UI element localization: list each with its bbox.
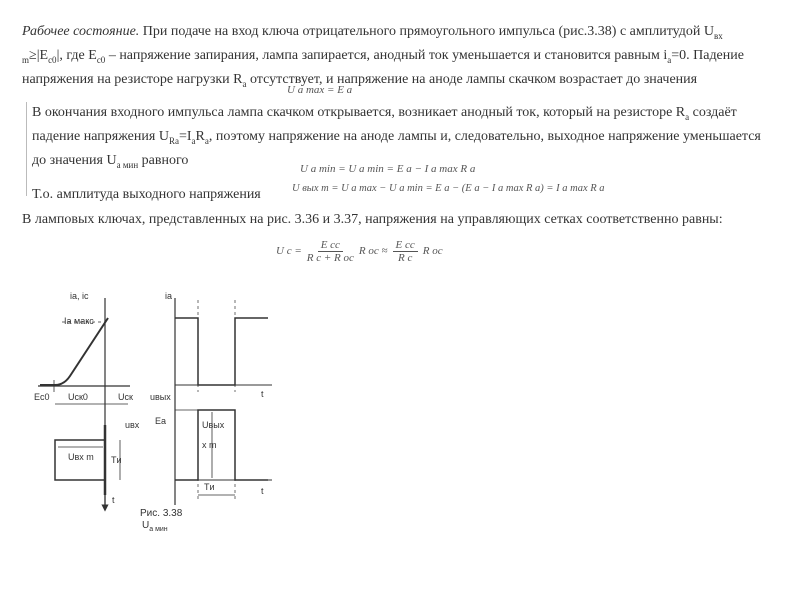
fraction-1: E cc R c + R ос <box>306 238 354 264</box>
label-ia-max: Iа макс <box>64 316 94 326</box>
label-tau-i-right: Tи <box>204 482 215 492</box>
paragraph-amplitude: Т.о. амплитуда выходного напряжения <box>32 187 261 202</box>
label-uvyx: uвых <box>150 392 171 402</box>
paragraph-pulse-end: В окончания входного импульса лампа скачком открывается, возникает анодный ток, который на резисторе $R_a$ создаёт падение напряжения $U_{Ra}=I_aR_a$, поэтому напряжение на аноде лампы и, следовательно, выходное напряжение уменьшается до значения $U_{a мин}$ равного <box>32 105 761 170</box>
label-uvx: uвх <box>125 420 140 430</box>
label-uvyx-m: Uвых <box>202 420 225 430</box>
figure-caption-2: $U_{а мин}$ <box>142 520 168 533</box>
figure-caption: Рис. 3.38 <box>140 508 183 519</box>
label-ea: Eа <box>155 416 167 426</box>
paragraph-grid-voltages: В ламповых ключах, представленных на рис. 3.36 и 3.37, напряжения на управляющих сетках соответственно равны: <box>22 212 723 227</box>
label-t-right-bottom: t <box>261 486 264 496</box>
label-ec0: Ec0 <box>34 392 50 402</box>
label-t-right-top: t <box>261 389 264 399</box>
formula-ua-max: U a max = E a <box>287 84 353 96</box>
transfer-curve <box>40 318 108 385</box>
formula-uc: U c = E cc R c + R ос R ос ≈ $\frac{\text{E cc}}{\text{R c}}$ R ос <box>276 238 443 264</box>
label-uck0: Uск0 <box>68 392 88 402</box>
working-state-heading: Рабочее состояние. <box>22 24 140 39</box>
label-uck: Uск <box>118 392 133 402</box>
formula-ua-min: U a min = U a min = E a − I a max R a <box>300 163 476 175</box>
label-ia-ic: iа, iс <box>70 291 89 301</box>
label-tau-i: Tи <box>111 455 122 465</box>
label-uvx-m: Uвх m <box>68 452 94 462</box>
formula-uvyx-m: U вых m = U a max − U a min = E a − (E a − I a max R a) = I a max R a <box>292 183 605 194</box>
fraction-2: $\frac{\text{E cc}}{\text{R c}}$ <box>393 239 418 264</box>
paragraph-working-state: Рабочее состояние. При подаче на вход ключа отрицательного прямоугольного импульса (рис.3.38) с амплитудой $U_{вх m}\ge|E_{c0}|$, где $E_{c0}$ – напряжение запирания, лампа запирается, анодный ток уменьшается и становится равным $i_a=0$. Падение напряжения на резисторе нагрузки $R_a$ отсутствует, и напряжение на аноде лампы скачком возрастает до значения <box>22 24 744 89</box>
label-t-left: t <box>112 495 115 505</box>
label-xm: x m <box>202 440 217 450</box>
anode-current <box>175 318 268 385</box>
label-ia: iа <box>165 291 173 301</box>
